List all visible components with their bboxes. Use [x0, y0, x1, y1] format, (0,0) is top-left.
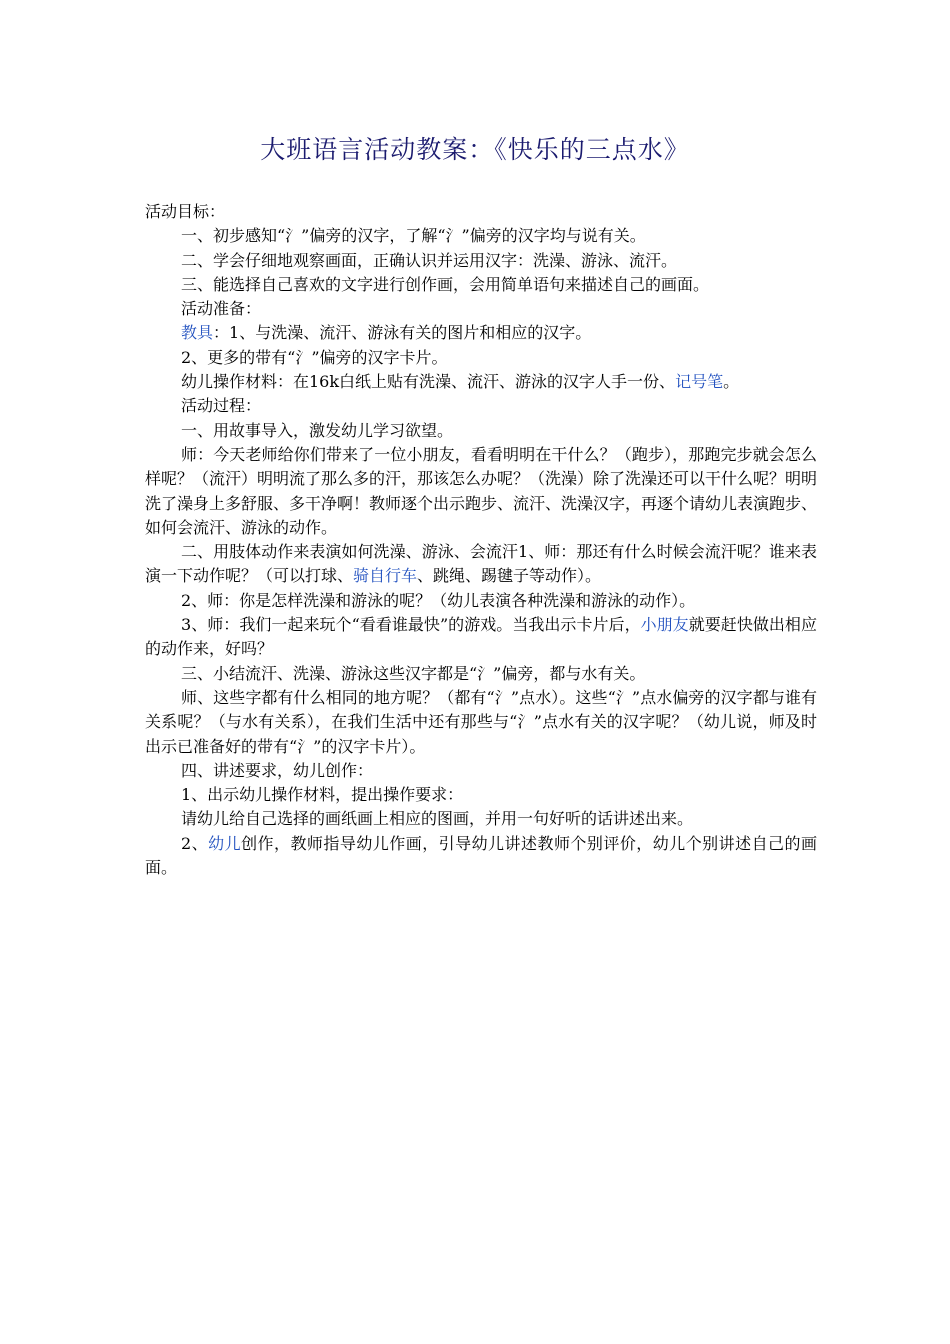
- paragraph-text: 、跳绳、踢毽子等动作）。: [417, 566, 602, 586]
- paragraph-text: 四、讲述要求，幼儿创作：: [181, 760, 374, 780]
- paragraph-text: 活动目标：: [145, 202, 226, 221]
- paragraph-process-4-2: [145, 832, 817, 881]
- paragraph-process-2-2: [145, 589, 817, 613]
- paragraph-text: 二、学会仔细地观察画面，正确认识并运用汉字：洗澡、游泳、流汗。: [181, 250, 678, 270]
- paragraph-prep-2: [145, 346, 817, 370]
- paragraph-process-4: [145, 759, 817, 783]
- paragraph-text: 三、小结流汗、洗澡、游泳这些汉字都是“氵”偏旁，都与水有关。: [181, 663, 646, 683]
- paragraph-process-3: [145, 662, 817, 686]
- paragraph-text: 2、更多的带有“氵”偏旁的汉字卡片。: [181, 347, 448, 367]
- paragraph-text: 师：今天老师给你们带来了一位小朋友，看看明明在干什么？（跑步），那跑完步就会怎么样呢？（流汗）明明流了那么多的汗，那该怎么办呢？（洗澡）除了洗澡还可以干什么呢？明明洗了澡身上多舒服、多干净啊！教师逐个出示跑步、流汗、洗澡汉字，再逐个请幼儿表演跑步、如何会流汗、游泳的动作。: [145, 444, 818, 537]
- keyword-link[interactable]: 幼儿: [208, 833, 242, 853]
- paragraph-text: 2、师：你是怎样洗澡和游泳的呢？（幼儿表演各种洗澡和游泳的动作）。: [181, 590, 696, 610]
- paragraph-text: 一、初步感知“氵”偏旁的汉字，了解“氵”偏旁的汉字均与说有关。: [181, 226, 646, 246]
- paragraph-text: 三、能选择自己喜欢的文字进行创作画，会用简单语句来描述自己的画面。: [181, 274, 710, 294]
- paragraph-process-1: [145, 419, 817, 443]
- paragraph-text: 3、师：我们一起来玩个“看看谁最快”的游戏。当我出示卡片后，: [181, 615, 641, 635]
- paragraph-text: 二、用肢体动作来表演如何洗澡、游泳、会流汗1、师：那还有什么时候会流汗呢？谁来表演一下动作呢？（可以打球、: [145, 542, 817, 586]
- paragraph-process-4-1: [145, 783, 817, 807]
- paragraph-process-heading: [145, 394, 817, 418]
- paragraph-text: 创作，教师指导幼儿作画，引导幼儿讲述教师个别评价，幼儿个别讲述自己的画面。: [145, 833, 817, 878]
- keyword-link[interactable]: 小朋友: [640, 615, 689, 635]
- paragraph-goal-2: [145, 249, 817, 273]
- paragraph-goal-3: [145, 273, 817, 297]
- paragraph-process-4-1-detail: [145, 807, 817, 831]
- keyword-link[interactable]: 骑自行车: [353, 566, 418, 586]
- paragraph-text: 1、出示幼儿操作材料，提出操作要求：: [181, 785, 464, 805]
- document-title: 大班语言活动教案：《快乐的三点水》: [260, 135, 690, 164]
- paragraph-prep-1: [145, 321, 817, 345]
- paragraph-text: 师、这些字都有什么相同的地方呢？（都有“氵”点水）。这些“氵”点水偏旁的汉字都与谁有关系呢？（与水有关系），在我们生活中还有那些与“氵”点水有关的汉字呢？（幼儿说，师及时出示已准备好的带有“氵”的汉字卡片）。: [145, 687, 817, 756]
- paragraph-process-3-detail: [145, 686, 817, 759]
- paragraph-prep-3: [145, 370, 817, 394]
- paragraph-text: 幼儿操作材料：在16k白纸上贴有洗澡、流汗、游泳的汉字人手一份、: [181, 372, 676, 392]
- paragraph-text: 一、用故事导入，激发幼儿学习欲望。: [181, 420, 454, 440]
- paragraph-text: 。: [723, 372, 740, 392]
- paragraph-prep-heading: [145, 297, 817, 321]
- keyword-link[interactable]: 教具: [181, 323, 214, 343]
- paragraph-text: 2、: [181, 833, 209, 853]
- paragraph-text: 活动过程：: [181, 396, 262, 416]
- paragraph-text: 请幼儿给自己选择的画纸画上相应的图画，并用一句好听的话讲述出来。: [181, 809, 694, 829]
- keyword-link[interactable]: 记号笔: [675, 372, 724, 392]
- paragraph-process-2: [145, 540, 817, 589]
- paragraph-text: ：1、与洗澡、流汗、游泳有关的图片和相应的汉字。: [213, 323, 592, 343]
- paragraph-text: 活动准备：: [181, 299, 262, 319]
- paragraph-goal-1: [145, 224, 817, 248]
- paragraph-process-1-detail: [145, 443, 817, 540]
- paragraph-text: 就要赶快做出相应的动作来，好吗？: [145, 615, 817, 659]
- paragraph-goal-heading: [145, 200, 817, 224]
- document-body: [145, 200, 817, 880]
- paragraph-process-2-3: [145, 613, 817, 662]
